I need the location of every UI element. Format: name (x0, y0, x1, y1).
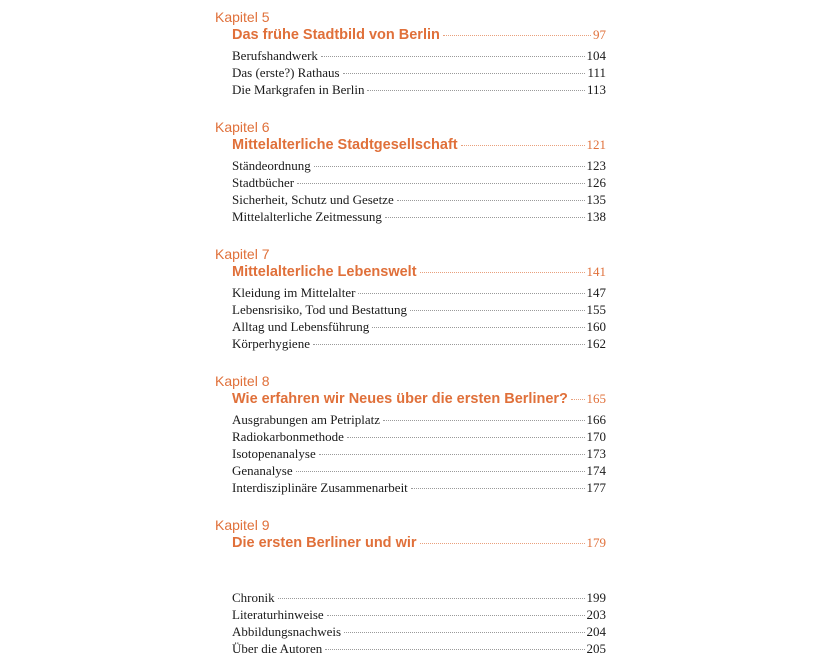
dot-leader (571, 399, 585, 400)
entry-title: Chronik (232, 590, 275, 605)
entry-page-number: 126 (586, 175, 606, 190)
entry-page-number: 160 (586, 319, 606, 334)
entry-page-number: 199 (586, 590, 606, 605)
chapter-heading-row[interactable] (232, 533, 606, 553)
dot-leader (325, 649, 584, 650)
entry-page-number: 204 (586, 624, 606, 639)
toc-entry[interactable] (232, 284, 606, 301)
toc-entry[interactable] (232, 208, 606, 225)
appendix-entry[interactable] (232, 640, 606, 657)
toc-entry[interactable] (232, 318, 606, 335)
toc-entry[interactable] (232, 64, 606, 81)
dot-leader (397, 200, 585, 201)
chapter-page-number: 179 (586, 535, 606, 550)
dot-leader (327, 615, 585, 616)
appendix-entry[interactable] (232, 623, 606, 640)
entry-page-number: 113 (586, 82, 606, 97)
dot-leader (383, 420, 584, 421)
entry-title: Mittelalterliche Zeitmessung (232, 209, 382, 224)
entry-page-number: 147 (586, 285, 606, 300)
dot-leader (344, 632, 584, 633)
toc-entry[interactable] (232, 479, 606, 496)
toc-entry[interactable] (232, 411, 606, 428)
dot-leader (347, 437, 585, 438)
toc-entry[interactable] (232, 445, 606, 462)
chapter-label: Kapitel 5 (215, 9, 270, 25)
dot-leader (313, 344, 585, 345)
dot-leader (410, 310, 584, 311)
entry-page-number: 177 (586, 480, 606, 495)
chapter-heading-row[interactable] (232, 135, 606, 155)
entry-title: Sicherheit, Schutz und Gesetze (232, 192, 394, 207)
toc-entry[interactable] (232, 462, 606, 479)
entry-title: Radiokarbonmethode (232, 429, 344, 444)
dot-leader (278, 598, 585, 599)
entry-title: Das (erste?) Rathaus (232, 65, 340, 80)
dot-leader (420, 543, 585, 544)
chapter-heading-row[interactable] (232, 389, 606, 409)
chapter-page-number: 165 (586, 391, 606, 406)
entry-title: Literaturhinweise (232, 607, 324, 622)
dot-leader (372, 327, 584, 328)
toc-entry[interactable] (232, 428, 606, 445)
entry-page-number: 135 (586, 192, 606, 207)
chapter-page-number: 141 (586, 264, 606, 279)
entry-title: Die Markgrafen in Berlin (232, 82, 365, 97)
entry-page-number: 155 (586, 302, 606, 317)
chapter-page-number: 97 (593, 27, 606, 42)
entry-title: Über die Autoren (232, 641, 323, 656)
entry-title: Alltag und Lebensführung (232, 319, 370, 334)
entry-page-number: 203 (586, 607, 606, 622)
entry-page-number: 174 (586, 463, 606, 478)
dot-leader (420, 272, 585, 273)
dot-leader (296, 471, 585, 472)
dot-leader (314, 166, 585, 167)
toc-entry[interactable] (232, 335, 606, 352)
chapter-heading: Die ersten Berliner und wir (232, 535, 417, 551)
entry-page-number: 138 (586, 209, 606, 224)
entry-title: Genanalyse (232, 463, 293, 478)
entry-title: Ständeordnung (232, 158, 311, 173)
chapter-label: Kapitel 9 (215, 517, 270, 533)
dot-leader (297, 183, 584, 184)
toc-entry[interactable] (232, 174, 606, 191)
dot-leader (385, 217, 585, 218)
dot-leader (411, 488, 585, 489)
dot-leader (319, 454, 585, 455)
toc-entry[interactable] (232, 81, 606, 98)
entry-page-number: 104 (586, 48, 606, 63)
chapter-heading-row[interactable] (232, 262, 606, 282)
entry-title: Stadtbücher (232, 175, 295, 190)
dot-leader (367, 90, 584, 91)
entry-page-number: 166 (586, 412, 606, 427)
chapter-label: Kapitel 6 (215, 119, 270, 135)
chapter-heading: Mittelalterliche Stadtgesellschaft (232, 137, 458, 153)
chapter-heading: Mittelalterliche Lebenswelt (232, 264, 417, 280)
toc-entry[interactable] (232, 301, 606, 318)
entry-page-number: 170 (586, 429, 606, 444)
chapter-label: Kapitel 7 (215, 246, 270, 262)
dot-leader (461, 145, 585, 146)
dot-leader (358, 293, 584, 294)
entry-title: Berufshandwerk (232, 48, 318, 63)
entry-title: Lebensrisiko, Tod und Bestattung (232, 302, 408, 317)
toc-entry[interactable] (232, 157, 606, 174)
entry-page-number: 162 (586, 336, 606, 351)
appendix-entry[interactable] (232, 606, 606, 623)
entry-title: Kleidung im Mittelalter (232, 285, 356, 300)
entry-title: Abbildungsnachweis (232, 624, 342, 639)
chapter-heading: Das frühe Stadtbild von Berlin (232, 27, 440, 43)
entry-title: Körperhygiene (232, 336, 310, 351)
entry-title: Ausgrabungen am Petriplatz (232, 412, 381, 427)
entry-page-number: 111 (587, 65, 606, 80)
chapter-heading-row[interactable] (232, 25, 606, 45)
dot-leader (321, 56, 585, 57)
toc-entry[interactable] (232, 47, 606, 64)
entry-title: Isotopenanalyse (232, 446, 316, 461)
toc-entry[interactable] (232, 191, 606, 208)
entry-page-number: 205 (586, 641, 606, 656)
entry-page-number: 173 (586, 446, 606, 461)
chapter-heading: Wie erfahren wir Neues über die ersten Berliner? (232, 391, 568, 407)
dot-leader (343, 73, 586, 74)
chapter-label: Kapitel 8 (215, 373, 270, 389)
appendix-entry[interactable] (232, 589, 606, 606)
chapter-page-number: 121 (586, 137, 606, 152)
dot-leader (443, 35, 591, 36)
entry-page-number: 123 (586, 158, 606, 173)
entry-title: Interdisziplinäre Zusammenarbeit (232, 480, 408, 495)
